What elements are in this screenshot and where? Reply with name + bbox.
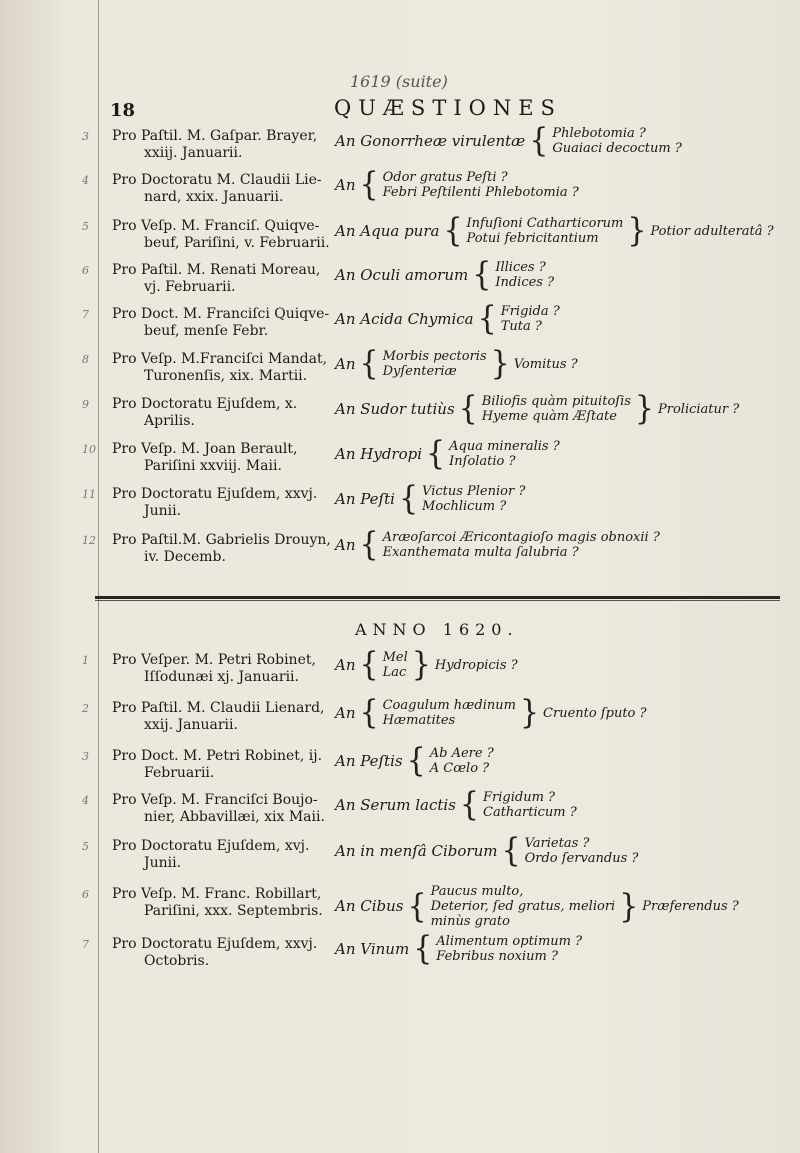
question-option: Deterior, ſed gratus, meliori [430,899,616,914]
entry-margin-number: 9 [82,398,89,411]
entry-margin-number: 3 [82,130,89,143]
question-options [483,790,577,820]
entry-question [335,929,795,968]
question-option: Indices ? [495,275,555,290]
brace-icon: { [359,693,379,732]
question-option: Potui febricitantium [466,231,599,246]
entry-dedication [112,838,330,872]
entry-margin-number: 1 [82,654,89,667]
entry-dedication [112,532,330,566]
question-option: Tuta ? [500,319,542,334]
question-conclusion: Hydropicis ? [434,657,518,673]
question-option: Febribus noxium ? [436,949,558,964]
entry-dedication [112,396,330,430]
question-option: Aqua mineralis ? [449,439,560,454]
entry-margin-number: 6 [82,264,89,277]
question-option: Ordo ſervandus ? [524,851,639,866]
question-option: Morbis pectoris [382,349,487,364]
dedication-line-1: Pro Veſp. M. Joan Berault, [112,441,298,457]
brace-icon: { [398,479,419,518]
question-options [383,170,579,200]
dedication-line-1: Pro Doctoratu Ejuſdem, x. [112,396,298,412]
question-option: Biliofis quàm pituitoſis [481,394,631,409]
entry-dedication [112,218,330,252]
question-option: Ab Aere ? [429,746,494,761]
dedication-line-2: vj. Februarii. [144,279,236,295]
question-option: minùs grato [430,914,510,929]
brace-icon: { [426,434,446,473]
entry-margin-number: 12 [82,534,96,547]
dedication-line-1: Pro Doctoratu Ejuſdem, xxvj. [112,936,318,952]
brace-icon: { [477,299,497,338]
question-option: Varietas ? [524,836,590,851]
entry-dedication [112,351,330,385]
entry-question [335,434,795,473]
dedication-line-2: Octobris. [144,953,210,969]
dedication-line-2: Pariſini xxviij. Maii. [144,458,282,474]
brace-icon: { [359,344,379,383]
question-stem: An Vinum [335,939,410,958]
question-stem: An Gonorrheæ virulentæ [335,131,526,150]
question-stem: An Hydropi [335,444,423,463]
dedication-line-1: Pro Veſp. M. Franc. Robillart, [112,886,322,902]
question-stem: An [335,655,356,674]
dedication-line-2: beuf, menſe Febr. [144,323,269,339]
brace-close-icon: } [634,389,655,428]
question-options [467,216,624,246]
entry-question [335,645,795,684]
brace-close-icon: } [490,344,510,383]
entry-question [335,831,795,870]
question-option: Guaiaci decoctum ? [552,141,682,156]
brace-icon: { [359,525,379,564]
question-options [552,126,681,156]
question-option: Infuſioni Catharticorum [466,216,624,231]
brace-icon: { [359,645,379,684]
brace-icon: { [459,785,479,824]
question-stem: An Peſti [335,489,395,508]
dedication-line-2: Junii. [144,855,182,871]
dedication-line-1: Pro Doct. M. Petri Robinet, ij. [112,748,323,764]
dedication-line-2: Pariſini, xxx. Septembris. [144,903,323,919]
entry-margin-number: 7 [82,938,89,951]
dedication-line-1: Pro Doct. M. Franciſci Quiqve- [112,306,330,322]
dedication-line-1: Pro Paſtil. M. Gaſpar. Brayer, [112,128,318,144]
entry-question [335,389,795,428]
question-options [422,484,525,514]
entry-question [335,211,795,250]
question-options [482,394,631,424]
entry-margin-number: 2 [82,702,89,715]
divider-rule [95,596,780,599]
dedication-line-2: nier, Abbavillæi, xix Maii. [144,809,325,825]
entry-question [335,344,795,383]
question-stem: An [335,175,356,194]
question-stem: An Oculi amorum [335,265,469,284]
question-stem: An Peſtis [335,751,403,770]
entry-dedication [112,748,330,782]
question-options [501,304,560,334]
entry-question [335,299,795,338]
dedication-line-2: xxiij. Januarii. [144,145,243,161]
question-option: Coagulum hædinum [382,698,516,713]
entry-question [335,525,795,564]
entry-question [335,785,795,824]
question-options [449,439,560,469]
question-option: Hæmatites [382,713,456,728]
entry-margin-number: 3 [82,750,89,763]
dedication-line-1: Pro Paſtil.M. Gabrielis Drouyn, [112,532,331,548]
question-option: Lac [382,665,407,680]
brace-icon: { [472,255,492,294]
brace-close-icon: } [619,886,639,926]
brace-close-icon: } [411,645,431,684]
question-conclusion: Cruento ſputo ? [543,705,647,721]
question-option: Paucus multo, [430,884,524,899]
question-stem: An Acida Chymica [335,309,474,328]
question-conclusion: Potior adulteratâ ? [650,223,774,239]
question-options [495,260,554,290]
entry-dedication [112,700,330,734]
question-stem: An [335,703,356,722]
question-conclusion: Præferendus ? [642,899,739,914]
dedication-line-2: nard, xxix. Januarii. [144,189,284,205]
entry-margin-number: 4 [82,174,89,187]
question-option: Aræoſarcoi Æricontagioſo magis obnoxii ? [382,530,660,545]
question-options [430,746,494,776]
entry-margin-number: 4 [82,794,89,807]
dedication-line-2: beuf, Pariſini, v. Februarii. [144,235,330,251]
brace-icon: { [407,886,427,926]
entry-question [335,255,795,294]
question-option: Dyſenteriæ [382,364,457,379]
dedication-line-2: Junii. [144,503,182,519]
entry-dedication [112,128,330,162]
divider-rule-thin [95,600,780,601]
entry-margin-number: 5 [82,220,89,233]
question-option: Catharticum ? [483,805,577,820]
question-option: Mochlicum ? [422,499,507,514]
entry-question [335,165,795,204]
question-conclusion: Proliciatur ? [658,401,740,417]
brace-icon: { [413,929,433,968]
brace-icon: { [501,831,521,870]
dedication-line-1: Pro Doctoratu Ejuſdem, xxvj. [112,486,318,502]
question-option: A Cœlo ? [429,761,490,776]
entry-dedication [112,792,330,826]
question-options [383,698,516,728]
entry-dedication [112,262,330,296]
entry-margin-number: 10 [82,443,96,456]
entry-question [335,693,795,732]
question-option: Odor gratus Peſti ? [382,170,508,185]
question-option: Frigida ? [500,304,560,319]
question-option: Illices ? [495,260,546,275]
entry-dedication [112,886,330,920]
dedication-line-2: Aprilis. [144,413,195,429]
dedication-line-2: Turonenſis, xix. Martii. [144,368,308,384]
question-options [431,884,616,929]
brace-icon: { [529,121,549,160]
handwritten-note: 1619 (suite) [350,72,448,91]
entry-dedication [112,441,330,475]
entry-dedication [112,306,330,340]
question-stem: An [335,535,356,554]
question-conclusion: Vomitus ? [513,356,578,372]
dedication-line-2: xxij. Januarii. [144,717,238,733]
question-option: Frigidum ? [483,790,555,805]
question-option: Inſolatio ? [449,454,516,469]
entry-question [335,121,795,160]
question-option: Febri Peſtilenti Phlebotomia ? [382,185,579,200]
dedication-line-2: Iſſodunæi xj. Januarii. [144,669,299,685]
question-stem: An Aqua pura [335,221,440,240]
dedication-line-1: Pro Doctoratu M. Claudii Lie- [112,172,322,188]
brace-icon: { [359,165,379,204]
question-options [383,349,487,379]
entry-margin-number: 8 [82,353,89,366]
question-options [525,836,639,866]
brace-close-icon: } [519,693,540,732]
brace-icon: { [406,741,426,780]
entry-dedication [112,172,330,206]
question-options [383,650,408,680]
dedication-line-1: Pro Doctoratu Ejuſdem, xvj. [112,838,310,854]
entry-margin-number: 7 [82,308,89,321]
entry-dedication [112,652,330,686]
question-option: Phlebotomia ? [552,126,646,141]
entry-margin-number: 11 [82,488,96,501]
question-option: Hyeme quàm Æſtate [481,409,617,424]
question-stem: An [335,354,356,373]
page-title: QUÆSTIONES [334,96,562,120]
dedication-line-1: Pro Paſtil. M. Renati Moreau, [112,262,321,278]
question-option: Victus Plenior ? [422,484,526,499]
question-options [383,530,660,560]
dedication-line-1: Pro Veſp. M. Franciſ. Quiqve- [112,218,320,234]
question-option: Mel [382,650,408,665]
page-number: 18 [110,100,136,121]
question-stem: An Sudor tutiùs [335,399,455,418]
brace-close-icon: } [627,211,647,250]
entry-dedication [112,486,330,520]
question-stem: An Serum lactis [335,795,456,814]
dedication-line-2: Februarii. [144,765,215,781]
question-stem: An Cibus [335,897,404,915]
dedication-line-1: Pro Veſp. M.Franciſci Mandat, [112,351,328,367]
question-option: Alimentum optimum ? [436,934,583,949]
question-stem: An in menſâ Ciborum [335,841,498,860]
dedication-line-1: Pro Veſp. M. Franciſci Boujo- [112,792,318,808]
entry-question [335,741,795,780]
entry-margin-number: 5 [82,840,89,853]
brace-icon: { [458,389,478,428]
question-option: Exanthemata multa ſalubria ? [382,545,579,560]
dedication-line-2: iv. Decemb. [144,549,226,565]
dedication-line-1: Pro Paſtil. M. Claudii Lienard, [112,700,325,716]
entry-question [335,479,795,518]
entry-dedication [112,936,330,970]
question-options [436,934,582,964]
entry-margin-number: 6 [82,888,89,901]
dedication-line-1: Pro Veſper. M. Petri Robinet, [112,652,316,668]
brace-icon: { [443,211,463,250]
year-heading: ANNO 1620. [355,620,519,639]
margin-rule [98,0,99,1153]
entry-question [335,884,795,929]
